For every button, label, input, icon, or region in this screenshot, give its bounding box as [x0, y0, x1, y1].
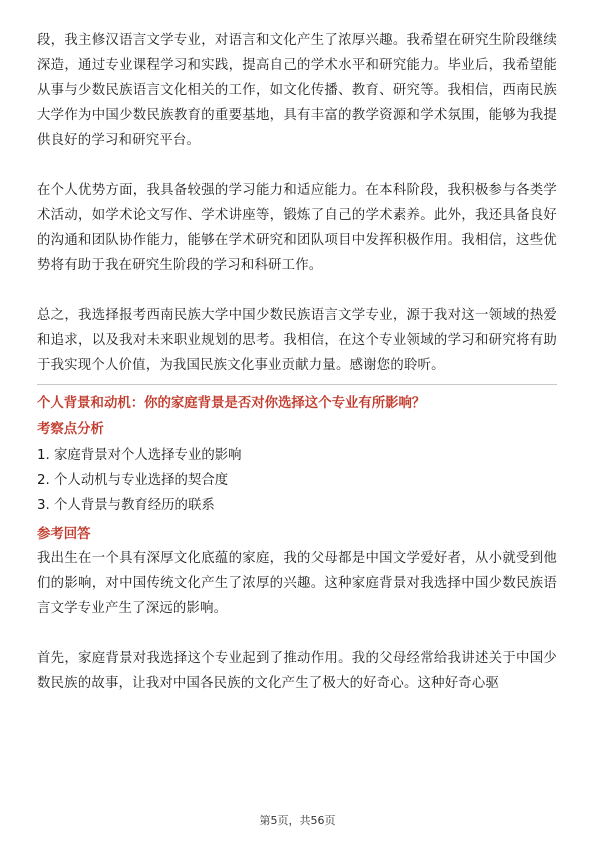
answer-paragraph: 我出生在一个具有深厚文化底蕴的家庭，我的父母都是中国文学爱好者，从小就受到他们的影响，对中国传统文化产生了浓厚的兴趣。这种家庭背景对我选择中国少数民族语言文学专业产生了深远的影响。: [37, 551, 557, 616]
document-page: [37, 28, 557, 696]
list-item: 3. 个人背景与教育经历的联系: [37, 498, 215, 513]
analysis-heading: 考察点分析: [37, 422, 104, 437]
question-title: 个人背景和动机：你的家庭背景是否对你选择这个专业有所影响？: [37, 396, 426, 411]
answer-heading: 参考回答: [37, 527, 91, 542]
answer-paragraph: 首先，家庭背景对我选择这个专业起到了推动作用。我的父母经常给我讲述关于中国少数民族的故事，让我对中国各民族的文化产生了极大的好奇心。这种好奇心驱: [37, 651, 557, 691]
body-paragraph: 总之，我选择报考西南民族大学中国少数民族语言文学专业，源于我对这一领域的热爱和追求，以及我对未来职业规划的思考。我相信，在这个专业领域的学习和研究将有助于我实现个人价值，为我国民族文化事业贡献力量。感谢您的聆听。: [37, 308, 557, 373]
paragraph-gap: [37, 621, 557, 646]
paragraph-gap: [37, 153, 557, 178]
page-footer: 第5页，共56页: [259, 814, 336, 827]
body-paragraph: 段，我主修汉语言文学专业，对语言和文化产生了浓厚兴趣。我希望在研究生阶段继续深造，通过专业课程学习和实践，提高自己的学术水平和研究能力。毕业后，我希望能从事与少数民族语言文化相关的工作，如文化传播、教育、研究等。我相信，西南民族大学作为中国少数民族教育的重要基地，具有丰富的教学资源和学术氛围，能够为我提供良好的学习和研究平台。: [37, 33, 557, 148]
paragraph-gap: [37, 278, 557, 303]
body-paragraph: 在个人优势方面，我具备较强的学习能力和适应能力。在本科阶段，我积极参与各类学术活动，如学术论文写作、学术讲座等，锻炼了自己的学术素养。此外，我还具备良好的沟通和团队协作能力，能够在学术研究和团队项目中发挥积极作用。我相信，这些优势将有助于我在研究生阶段的学习和科研工作。: [37, 183, 557, 273]
list-item: 2. 个人动机与专业选择的契合度: [37, 473, 229, 488]
section-divider: [37, 384, 557, 385]
list-item: 1. 家庭背景对个人选择专业的影响: [37, 448, 242, 463]
